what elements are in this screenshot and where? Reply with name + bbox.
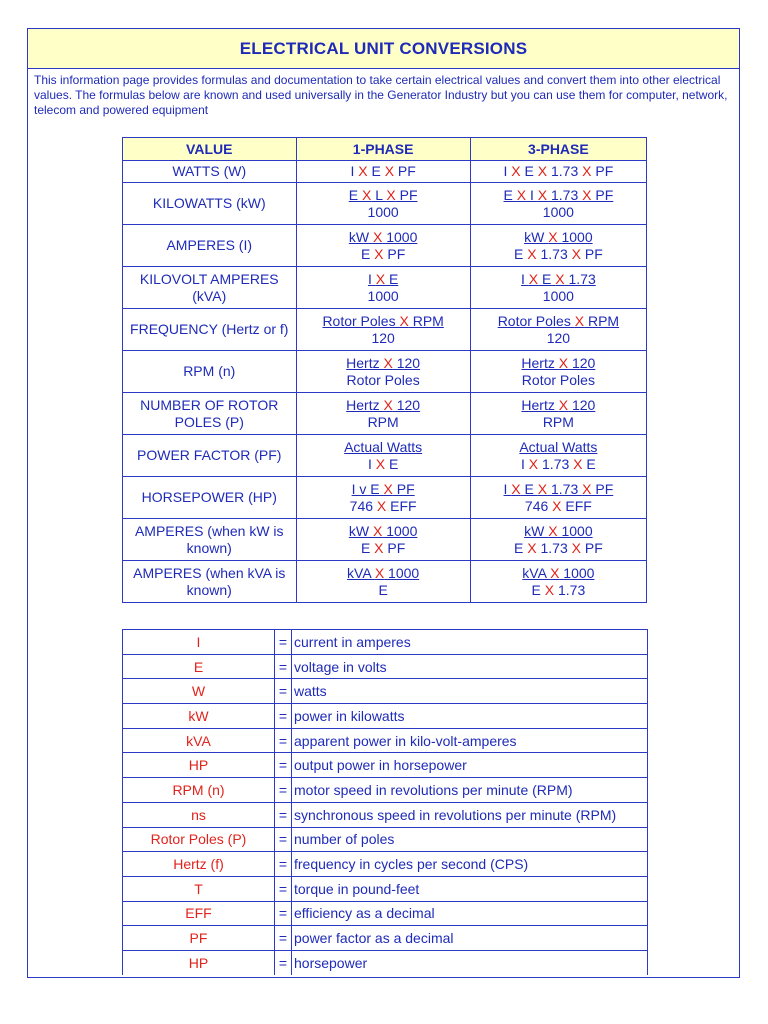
formula-denominator bbox=[344, 456, 422, 473]
formula-numerator bbox=[350, 481, 417, 498]
formula-term: I bbox=[503, 480, 512, 497]
formula-term: kW bbox=[348, 228, 373, 245]
formula bbox=[349, 187, 418, 221]
formula-denominator: RPM bbox=[542, 413, 574, 430]
conversion-value-cell: KILOVOLT AMPERES (kVA) bbox=[123, 267, 297, 309]
equals-sign: = bbox=[275, 876, 292, 901]
equals-sign: = bbox=[275, 753, 292, 778]
formula-numerator bbox=[322, 313, 443, 330]
formula-3-phase-cell bbox=[470, 435, 646, 477]
formula-term: 746 bbox=[524, 497, 553, 514]
conversion-value-cell: WATTS (W) bbox=[123, 161, 297, 183]
formula-numerator bbox=[349, 229, 418, 246]
conversion-row bbox=[123, 393, 647, 435]
formula-numerator bbox=[521, 271, 596, 288]
formula bbox=[521, 355, 595, 389]
formula-numerator bbox=[368, 271, 399, 288]
page-title: ELECTRICAL UNIT CONVERSIONS bbox=[239, 38, 528, 58]
definition-row bbox=[123, 926, 648, 951]
formula-denominator bbox=[514, 540, 603, 557]
multiply-operator: X bbox=[537, 480, 548, 497]
definition-description: torque in pound-feet bbox=[292, 876, 648, 901]
formula bbox=[368, 271, 399, 305]
formula-term: PF bbox=[580, 539, 603, 556]
formula-term: Actual Watts bbox=[519, 438, 598, 455]
formula-term: 120 bbox=[392, 354, 421, 371]
multiply-operator: X bbox=[372, 228, 383, 245]
formula-term: kW bbox=[524, 522, 549, 539]
conversion-row bbox=[123, 161, 647, 183]
formula-term: E bbox=[503, 186, 517, 203]
formula-denominator bbox=[350, 498, 417, 515]
conversion-value-cell: RPM (n) bbox=[123, 351, 297, 393]
multiply-operator: X bbox=[582, 163, 592, 179]
formula-term: 120 bbox=[568, 396, 596, 413]
formula-term: RPM bbox=[584, 312, 620, 329]
formula-denominator bbox=[504, 498, 614, 515]
formula-term: 1.73 bbox=[536, 539, 572, 556]
formula-term: E bbox=[520, 163, 538, 179]
formula-numerator bbox=[346, 397, 420, 414]
multiply-operator: X bbox=[383, 396, 393, 413]
formula-term: E bbox=[360, 245, 375, 262]
header-3-phase: 3-PHASE bbox=[470, 138, 646, 161]
conversion-value-cell: NUMBER OF ROTOR POLES (P) bbox=[123, 393, 297, 435]
formula-numerator bbox=[504, 163, 614, 179]
formula bbox=[350, 481, 417, 515]
formula bbox=[504, 187, 614, 221]
conversion-table bbox=[122, 137, 647, 603]
definition-description: voltage in volts bbox=[292, 654, 648, 679]
formula-term: PF bbox=[591, 163, 614, 179]
multiply-operator: X bbox=[361, 186, 372, 203]
formula-3-phase-cell bbox=[470, 161, 646, 183]
formula-denominator bbox=[349, 246, 418, 263]
multiply-operator: X bbox=[537, 186, 548, 203]
formula-denominator: 1000 bbox=[367, 203, 399, 220]
multiply-operator: X bbox=[571, 539, 581, 556]
definition-description: watts bbox=[292, 679, 648, 704]
multiply-operator: X bbox=[558, 396, 569, 413]
multiply-operator: X bbox=[582, 480, 592, 497]
formula-denominator bbox=[519, 456, 597, 473]
definition-row bbox=[123, 778, 648, 803]
formula-numerator bbox=[344, 439, 422, 456]
definition-description: efficiency as a decimal bbox=[292, 901, 648, 926]
formula-denominator: 1000 bbox=[367, 287, 399, 304]
formula bbox=[344, 439, 422, 473]
formula-term: 1.73 bbox=[536, 245, 572, 262]
multiply-operator: X bbox=[527, 245, 537, 262]
formula-1-phase-cell bbox=[296, 183, 470, 225]
conversion-value-cell: FREQUENCY (Hertz or f) bbox=[123, 309, 297, 351]
definition-row bbox=[123, 704, 648, 729]
conversion-value-cell: POWER FACTOR (PF) bbox=[123, 435, 297, 477]
formula-term: Hertz bbox=[521, 354, 559, 371]
formula-term: PF bbox=[394, 163, 416, 179]
formula-term: E bbox=[514, 539, 528, 556]
definition-symbol: ns bbox=[123, 802, 275, 827]
title-band bbox=[28, 29, 739, 69]
multiply-operator: X bbox=[582, 186, 592, 203]
formula-term: Hertz bbox=[346, 396, 384, 413]
formula-numerator bbox=[504, 481, 614, 498]
formula-term: kW bbox=[348, 522, 373, 539]
conversion-row bbox=[123, 267, 647, 309]
formula-term: 1.73 bbox=[564, 270, 596, 287]
formula-1-phase-cell bbox=[296, 477, 470, 519]
formula-term: PF bbox=[392, 480, 415, 497]
formula-term: E bbox=[514, 245, 528, 262]
definition-row bbox=[123, 827, 648, 852]
formula-3-phase-cell bbox=[470, 519, 646, 561]
formula-term: 1.73 bbox=[538, 455, 574, 472]
formula-denominator bbox=[514, 246, 603, 263]
formula-term: 1000 bbox=[382, 522, 418, 539]
formula-numerator bbox=[521, 355, 595, 372]
multiply-operator: X bbox=[558, 354, 569, 371]
multiply-operator: X bbox=[571, 245, 581, 262]
definition-description: apparent power in kilo-volt-amperes bbox=[292, 728, 648, 753]
formula-term: E bbox=[582, 455, 596, 472]
formula-denominator: Rotor Poles bbox=[346, 371, 420, 388]
formula-term: 1000 bbox=[384, 564, 420, 581]
conversion-row bbox=[123, 183, 647, 225]
formula-term: RPM bbox=[408, 312, 444, 329]
formula bbox=[322, 313, 443, 347]
conversion-row bbox=[123, 477, 647, 519]
definition-symbol: HP bbox=[123, 753, 275, 778]
definition-row bbox=[123, 852, 648, 877]
formula-term: E bbox=[538, 270, 556, 287]
definition-row bbox=[123, 728, 648, 753]
formula-term: 1.73 bbox=[547, 163, 583, 179]
definition-symbol: PF bbox=[123, 926, 275, 951]
equals-sign: = bbox=[275, 827, 292, 852]
formula-term: 1.73 bbox=[554, 581, 586, 598]
definition-description: synchronous speed in revolutions per minute (RPM) bbox=[292, 802, 648, 827]
formula-1-phase-cell bbox=[296, 225, 470, 267]
conversion-value-cell: KILOWATTS (kW) bbox=[123, 183, 297, 225]
formula bbox=[521, 271, 596, 305]
formula-term: PF bbox=[383, 539, 406, 556]
equals-sign: = bbox=[275, 728, 292, 753]
formula bbox=[347, 565, 419, 599]
formula-term: kVA bbox=[347, 564, 375, 581]
formula-term: EFF bbox=[386, 497, 417, 514]
definition-row bbox=[123, 679, 648, 704]
equals-sign: = bbox=[275, 654, 292, 679]
definition-symbol: Rotor Poles (P) bbox=[123, 827, 275, 852]
equals-sign: = bbox=[275, 802, 292, 827]
conversion-row bbox=[123, 519, 647, 561]
formula-denominator: Rotor Poles bbox=[521, 371, 595, 388]
formula-term: E bbox=[360, 539, 375, 556]
formula bbox=[522, 565, 594, 599]
definition-description: output power in horsepower bbox=[292, 753, 648, 778]
formula-term: I bbox=[367, 270, 376, 287]
formula-term: E bbox=[385, 455, 399, 472]
formula-term: E bbox=[520, 480, 538, 497]
formula-numerator bbox=[519, 439, 597, 456]
multiply-operator: X bbox=[511, 480, 521, 497]
multiply-operator: X bbox=[548, 228, 558, 245]
definition-row bbox=[123, 654, 648, 679]
multiply-operator: X bbox=[375, 270, 386, 287]
equals-sign: = bbox=[275, 950, 292, 974]
conversion-row bbox=[123, 351, 647, 393]
formula-term: kVA bbox=[522, 564, 551, 581]
formula-term: kW bbox=[524, 228, 549, 245]
formula-1-phase-cell bbox=[296, 435, 470, 477]
multiply-operator: X bbox=[573, 455, 583, 472]
formula-1-phase-cell bbox=[296, 393, 470, 435]
multiply-operator: X bbox=[375, 455, 386, 472]
definition-symbol: T bbox=[123, 876, 275, 901]
formula bbox=[504, 163, 614, 180]
definitions-table bbox=[122, 629, 648, 975]
formula-numerator bbox=[504, 187, 614, 204]
formula bbox=[514, 523, 603, 557]
conversion-row bbox=[123, 435, 647, 477]
definition-row bbox=[123, 630, 648, 655]
formula-term: E bbox=[348, 186, 362, 203]
equals-sign: = bbox=[275, 852, 292, 877]
formula bbox=[498, 313, 619, 347]
definition-symbol: E bbox=[123, 654, 275, 679]
multiply-operator: X bbox=[552, 497, 562, 514]
formula-term: PF bbox=[591, 186, 614, 203]
formula-numerator bbox=[522, 565, 594, 582]
formula-term: I v E bbox=[351, 480, 384, 497]
formula-term: E bbox=[531, 581, 545, 598]
formula-3-phase-cell bbox=[470, 183, 646, 225]
formula bbox=[504, 481, 614, 515]
equals-sign: = bbox=[275, 901, 292, 926]
formula-term: 1.73 bbox=[547, 480, 583, 497]
formula-term: Hertz bbox=[346, 354, 384, 371]
formula-denominator bbox=[522, 582, 594, 599]
formula-1-phase-cell bbox=[296, 561, 470, 603]
multiply-operator: X bbox=[384, 163, 395, 179]
multiply-operator: X bbox=[372, 522, 383, 539]
formula-term: 1.73 bbox=[547, 186, 583, 203]
formula-term: Rotor Poles bbox=[322, 312, 400, 329]
formula-term: I bbox=[526, 186, 538, 203]
multiply-operator: X bbox=[374, 539, 384, 556]
definition-symbol: RPM (n) bbox=[123, 778, 275, 803]
formula-3-phase-cell bbox=[470, 267, 646, 309]
formula-denominator: E bbox=[378, 581, 388, 598]
conversion-header-row bbox=[123, 138, 647, 161]
conversion-value-cell: HORSEPOWER (HP) bbox=[123, 477, 297, 519]
multiply-operator: X bbox=[516, 186, 527, 203]
formula bbox=[346, 397, 420, 431]
conversion-row bbox=[123, 561, 647, 603]
formula-term: PF bbox=[591, 480, 614, 497]
formula-term: 1000 bbox=[382, 228, 418, 245]
definition-description: current in amperes bbox=[292, 630, 648, 655]
conversion-value-cell: AMPERES (when kVA is known) bbox=[123, 561, 297, 603]
formula-term: I bbox=[503, 163, 512, 179]
multiply-operator: X bbox=[358, 163, 368, 179]
definition-description: frequency in cycles per second (CPS) bbox=[292, 852, 648, 877]
formula-1-phase-cell bbox=[296, 267, 470, 309]
formula bbox=[346, 355, 420, 389]
definition-symbol: I bbox=[123, 630, 275, 655]
definition-row bbox=[123, 876, 648, 901]
multiply-operator: X bbox=[383, 354, 393, 371]
formula-denominator: 120 bbox=[546, 329, 571, 346]
formula-denominator: RPM bbox=[367, 413, 399, 430]
definition-row bbox=[123, 753, 648, 778]
definition-row bbox=[123, 901, 648, 926]
definition-description: number of poles bbox=[292, 827, 648, 852]
equals-sign: = bbox=[275, 926, 292, 951]
formula-denominator: 120 bbox=[371, 329, 395, 346]
formula bbox=[521, 397, 595, 431]
conversion-row bbox=[123, 225, 647, 267]
equals-sign: = bbox=[275, 778, 292, 803]
formula-denominator: 1000 bbox=[542, 203, 574, 220]
conversion-row bbox=[123, 309, 647, 351]
multiply-operator: X bbox=[383, 480, 393, 497]
definition-row bbox=[123, 950, 648, 974]
multiply-operator: X bbox=[527, 539, 537, 556]
multiply-operator: X bbox=[550, 564, 560, 581]
multiply-operator: X bbox=[374, 245, 384, 262]
definition-symbol: kW bbox=[123, 704, 275, 729]
formula-3-phase-cell bbox=[470, 477, 646, 519]
formula-numerator bbox=[350, 163, 415, 179]
formula-term: PF bbox=[383, 245, 406, 262]
formula-term: Hertz bbox=[521, 396, 559, 413]
definition-description: horsepower bbox=[292, 950, 648, 974]
formula-1-phase-cell bbox=[296, 351, 470, 393]
header-1-phase: 1-PHASE bbox=[296, 138, 470, 161]
formula-numerator bbox=[521, 397, 595, 414]
formula-3-phase-cell bbox=[470, 225, 646, 267]
formula-term: 120 bbox=[568, 354, 596, 371]
formula-term: PF bbox=[395, 186, 418, 203]
formula-term: I bbox=[521, 455, 529, 472]
definition-symbol: Hertz (f) bbox=[123, 852, 275, 877]
multiply-operator: X bbox=[574, 312, 585, 329]
formula-numerator bbox=[346, 355, 420, 372]
definition-description: motor speed in revolutions per minute (RPM) bbox=[292, 778, 648, 803]
formula-term: Rotor Poles bbox=[497, 312, 575, 329]
intro-paragraph: This information page provides formulas and documentation to take certain electrical values and convert them into other electrical values. The formulas below are known and used universally in the Generator Industry but you can use them for computer, network, telecom and powered equipment bbox=[34, 73, 728, 117]
page-frame bbox=[27, 28, 740, 978]
header-value: VALUE bbox=[123, 138, 297, 161]
conversion-value-cell: AMPERES (I) bbox=[123, 225, 297, 267]
formula-1-phase-cell bbox=[296, 309, 470, 351]
multiply-operator: X bbox=[386, 186, 396, 203]
formula-term: I bbox=[350, 163, 359, 179]
multiply-operator: X bbox=[548, 522, 558, 539]
formula bbox=[514, 229, 603, 263]
formula-term: 746 bbox=[349, 497, 377, 514]
definition-symbol: HP bbox=[123, 950, 275, 974]
multiply-operator: X bbox=[376, 497, 387, 514]
equals-sign: = bbox=[275, 630, 292, 655]
definition-description: power factor as a decimal bbox=[292, 926, 648, 951]
multiply-operator: X bbox=[537, 163, 548, 179]
equals-sign: = bbox=[275, 704, 292, 729]
formula-term: EFF bbox=[561, 497, 592, 514]
formula-1-phase-cell bbox=[296, 519, 470, 561]
equals-sign: = bbox=[275, 679, 292, 704]
multiply-operator: X bbox=[528, 455, 539, 472]
formula-term: E bbox=[367, 163, 385, 179]
multiply-operator: X bbox=[399, 312, 409, 329]
formula-term: I bbox=[521, 270, 529, 287]
formula-denominator: 1000 bbox=[542, 287, 574, 304]
formula-3-phase-cell bbox=[470, 351, 646, 393]
formula-term: 120 bbox=[392, 396, 421, 413]
formula-term: 1000 bbox=[557, 228, 593, 245]
formula-term: I bbox=[367, 455, 376, 472]
formula bbox=[349, 523, 418, 557]
formula bbox=[349, 229, 418, 263]
formula-numerator bbox=[347, 565, 419, 582]
formula-term: 1000 bbox=[559, 564, 595, 581]
formula-denominator bbox=[349, 540, 418, 557]
formula-term: L bbox=[371, 186, 387, 203]
formula-numerator bbox=[514, 229, 603, 246]
definition-description: power in kilowatts bbox=[292, 704, 648, 729]
formula-1-phase-cell bbox=[296, 161, 470, 183]
formula-numerator bbox=[349, 523, 418, 540]
formula-term: Actual Watts bbox=[344, 438, 423, 455]
multiply-operator: X bbox=[528, 270, 539, 287]
definition-symbol: W bbox=[123, 679, 275, 704]
multiply-operator: X bbox=[511, 163, 521, 179]
formula-numerator bbox=[349, 187, 418, 204]
formula-term: E bbox=[385, 270, 399, 287]
formula-3-phase-cell bbox=[470, 393, 646, 435]
formula-3-phase-cell bbox=[470, 561, 646, 603]
formula-3-phase-cell bbox=[470, 309, 646, 351]
multiply-operator: X bbox=[555, 270, 565, 287]
definition-symbol: EFF bbox=[123, 901, 275, 926]
conversion-value-cell: AMPERES (when kW is known) bbox=[123, 519, 297, 561]
formula-numerator bbox=[498, 313, 619, 330]
multiply-operator: X bbox=[374, 564, 385, 581]
formula bbox=[519, 439, 597, 473]
definition-row bbox=[123, 802, 648, 827]
formula-numerator bbox=[514, 523, 603, 540]
multiply-operator: X bbox=[544, 581, 555, 598]
formula-term: PF bbox=[580, 245, 603, 262]
formula bbox=[350, 163, 415, 180]
formula-term: 1000 bbox=[557, 522, 593, 539]
definition-symbol: kVA bbox=[123, 728, 275, 753]
